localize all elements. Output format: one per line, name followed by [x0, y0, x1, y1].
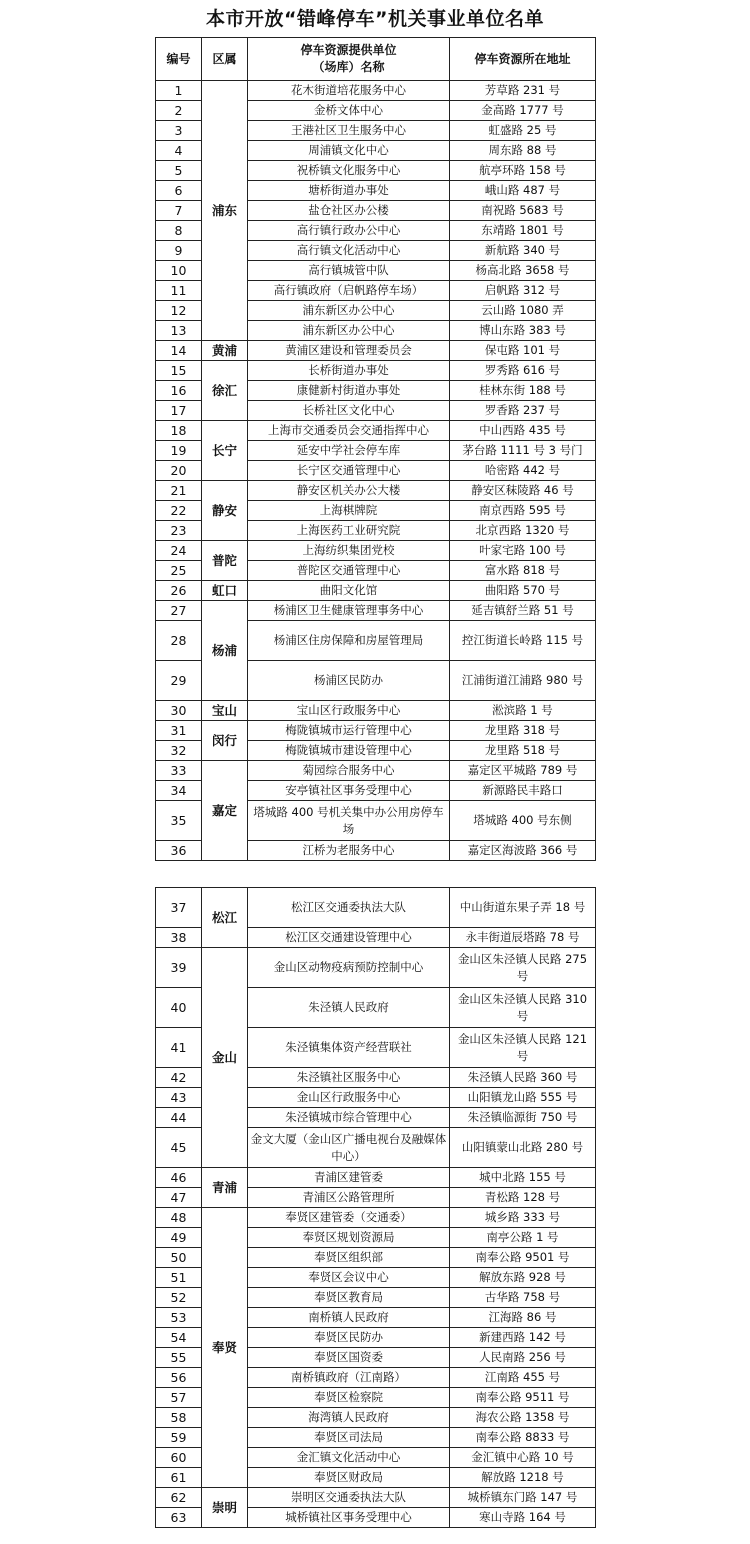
unit-name-cell: 上海棋牌院: [248, 501, 450, 521]
unit-name-cell: 延安中学社会停车库: [248, 441, 450, 461]
table-body-part1: [156, 81, 596, 861]
table-row: [156, 81, 596, 101]
unit-name-cell: 金汇镇文化活动中心: [248, 1448, 450, 1468]
unit-name-cell: 杨浦区民防办: [248, 661, 450, 701]
district-cell: 徐汇: [202, 361, 248, 421]
unit-name-cell: 金山区行政服务中心: [248, 1088, 450, 1108]
header-unit-line1: 停车资源提供单位: [300, 43, 397, 57]
address-cell: 哈密路 442 号: [450, 461, 596, 481]
row-number: 6: [156, 181, 202, 201]
address-cell: 新航路 340 号: [450, 241, 596, 261]
unit-name-cell: 曲阳文化馆: [248, 581, 450, 601]
unit-name-cell: 奉贤区国资委: [248, 1348, 450, 1368]
row-number: 57: [156, 1388, 202, 1408]
unit-name-cell: 浦东新区办公中心: [248, 301, 450, 321]
row-number: 24: [156, 541, 202, 561]
district-cell: 浦东: [202, 81, 248, 341]
table-body-part2: [156, 888, 596, 1528]
table-row: [156, 1168, 596, 1188]
address-cell: 山阳镇蒙山北路 280 号: [450, 1128, 596, 1168]
unit-name-cell: 奉贤区教育局: [248, 1288, 450, 1308]
row-number: 50: [156, 1248, 202, 1268]
unit-name-cell: 长宁区交通管理中心: [248, 461, 450, 481]
district-cell: 金山: [202, 948, 248, 1168]
table-row: [156, 948, 596, 988]
unit-name-cell: 菊园综合服务中心: [248, 761, 450, 781]
table-header-row: [156, 38, 596, 81]
header-district: 区属: [202, 38, 248, 81]
unit-name-cell: 金桥文体中心: [248, 101, 450, 121]
row-number: 49: [156, 1228, 202, 1248]
row-number: 59: [156, 1428, 202, 1448]
district-cell: 宝山: [202, 701, 248, 721]
row-number: 13: [156, 321, 202, 341]
address-cell: 南奉公路 9511 号: [450, 1388, 596, 1408]
address-cell: 航亭环路 158 号: [450, 161, 596, 181]
unit-name-cell: 黄浦区建设和管理委员会: [248, 341, 450, 361]
unit-name-cell: 高行镇城管中队: [248, 261, 450, 281]
row-number: 17: [156, 401, 202, 421]
header-address: 停车资源所在地址: [450, 38, 596, 81]
unit-name-cell: 盐仓社区办公楼: [248, 201, 450, 221]
address-cell: 金山区朱泾镇人民路 310 号: [450, 988, 596, 1028]
unit-name-cell: 松江区交通建设管理中心: [248, 928, 450, 948]
table-row: [156, 1488, 596, 1508]
row-number: 14: [156, 341, 202, 361]
table-row: [156, 721, 596, 741]
address-cell: 罗香路 237 号: [450, 401, 596, 421]
row-number: 4: [156, 141, 202, 161]
district-cell: 虹口: [202, 581, 248, 601]
row-number: 29: [156, 661, 202, 701]
address-cell: 海农公路 1358 号: [450, 1408, 596, 1428]
row-number: 61: [156, 1468, 202, 1488]
address-cell: 江海路 86 号: [450, 1308, 596, 1328]
header-unit: [248, 38, 450, 81]
address-cell: 虹盛路 25 号: [450, 121, 596, 141]
address-cell: 延吉镇舒兰路 51 号: [450, 601, 596, 621]
unit-name-cell: 静安区机关办公大楼: [248, 481, 450, 501]
row-number: 2: [156, 101, 202, 121]
row-number: 25: [156, 561, 202, 581]
row-number: 53: [156, 1308, 202, 1328]
row-number: 63: [156, 1508, 202, 1528]
row-number: 40: [156, 988, 202, 1028]
address-cell: 南亭公路 1 号: [450, 1228, 596, 1248]
district-cell: 奉贤: [202, 1208, 248, 1488]
address-cell: 中山街道东果子弄 18 号: [450, 888, 596, 928]
address-cell: 解放路 1218 号: [450, 1468, 596, 1488]
unit-name-cell: 青浦区建管委: [248, 1168, 450, 1188]
table-row: [156, 541, 596, 561]
unit-name-cell: 奉贤区组织部: [248, 1248, 450, 1268]
address-cell: 罗秀路 616 号: [450, 361, 596, 381]
district-cell: 黄浦: [202, 341, 248, 361]
row-number: 11: [156, 281, 202, 301]
unit-name-cell: 长桥街道办事处: [248, 361, 450, 381]
unit-name-cell: 高行镇文化活动中心: [248, 241, 450, 261]
unit-name-cell: 奉贤区检察院: [248, 1388, 450, 1408]
row-number: 39: [156, 948, 202, 988]
row-number: 15: [156, 361, 202, 381]
row-number: 60: [156, 1448, 202, 1468]
unit-name-cell: 南桥镇政府（江南路）: [248, 1368, 450, 1388]
address-cell: 城中北路 155 号: [450, 1168, 596, 1188]
address-cell: 启帆路 312 号: [450, 281, 596, 301]
district-cell: 杨浦: [202, 601, 248, 701]
address-cell: 江浦街道江浦路 980 号: [450, 661, 596, 701]
unit-name-cell: 海湾镇人民政府: [248, 1408, 450, 1428]
address-cell: 嘉定区海波路 366 号: [450, 841, 596, 861]
address-cell: 永丰街道辰塔路 78 号: [450, 928, 596, 948]
table-row: [156, 581, 596, 601]
address-cell: 朱泾镇人民路 360 号: [450, 1068, 596, 1088]
address-cell: 静安区秣陵路 46 号: [450, 481, 596, 501]
row-number: 54: [156, 1328, 202, 1348]
address-cell: 中山西路 435 号: [450, 421, 596, 441]
district-cell: 普陀: [202, 541, 248, 581]
row-number: 45: [156, 1128, 202, 1168]
row-number: 26: [156, 581, 202, 601]
address-cell: 龙里路 518 号: [450, 741, 596, 761]
address-cell: 新源路民丰路口: [450, 781, 596, 801]
unit-name-cell: 高行镇政府（启帆路停车场）: [248, 281, 450, 301]
unit-name-cell: 青浦区公路管理所: [248, 1188, 450, 1208]
unit-name-cell: 金山区动物疫病预防控制中心: [248, 948, 450, 988]
row-number: 36: [156, 841, 202, 861]
table-row: [156, 481, 596, 501]
unit-name-cell: 祝桥镇文化服务中心: [248, 161, 450, 181]
district-cell: 松江: [202, 888, 248, 948]
address-cell: 青松路 128 号: [450, 1188, 596, 1208]
unit-name-cell: 长桥社区文化中心: [248, 401, 450, 421]
unit-name-cell: 塔城路 400 号机关集中办公用房停车场: [248, 801, 450, 841]
address-cell: 南祝路 5683 号: [450, 201, 596, 221]
row-number: 20: [156, 461, 202, 481]
row-number: 62: [156, 1488, 202, 1508]
address-cell: 朱泾镇临源街 750 号: [450, 1108, 596, 1128]
unit-name-cell: 王港社区卫生服务中心: [248, 121, 450, 141]
address-cell: 南京西路 595 号: [450, 501, 596, 521]
address-cell: 云山路 1080 弄: [450, 301, 596, 321]
row-number: 55: [156, 1348, 202, 1368]
unit-name-cell: 上海医药工业研究院: [248, 521, 450, 541]
unit-name-cell: 普陀区交通管理中心: [248, 561, 450, 581]
address-cell: 城乡路 333 号: [450, 1208, 596, 1228]
address-cell: 金山区朱泾镇人民路 275 号: [450, 948, 596, 988]
row-number: 7: [156, 201, 202, 221]
unit-name-cell: 奉贤区建管委（交通委）: [248, 1208, 450, 1228]
address-cell: 控江街道长岭路 115 号: [450, 621, 596, 661]
address-cell: 淞滨路 1 号: [450, 701, 596, 721]
row-number: 3: [156, 121, 202, 141]
row-number: 41: [156, 1028, 202, 1068]
address-cell: 富水路 818 号: [450, 561, 596, 581]
unit-name-cell: 奉贤区规划资源局: [248, 1228, 450, 1248]
district-cell: 长宁: [202, 421, 248, 481]
row-number: 47: [156, 1188, 202, 1208]
table-row: [156, 701, 596, 721]
parking-table-part1: [155, 37, 596, 861]
row-number: 42: [156, 1068, 202, 1088]
unit-name-cell: 梅陇镇城市建设管理中心: [248, 741, 450, 761]
address-cell: 山阳镇龙山路 555 号: [450, 1088, 596, 1108]
row-number: 31: [156, 721, 202, 741]
unit-name-cell: 安亭镇社区事务受理中心: [248, 781, 450, 801]
unit-name-cell: 奉贤区财政局: [248, 1468, 450, 1488]
table-row: [156, 341, 596, 361]
row-number: 9: [156, 241, 202, 261]
row-number: 58: [156, 1408, 202, 1428]
row-number: 18: [156, 421, 202, 441]
row-number: 56: [156, 1368, 202, 1388]
row-number: 10: [156, 261, 202, 281]
unit-name-cell: 高行镇行政办公中心: [248, 221, 450, 241]
row-number: 27: [156, 601, 202, 621]
unit-name-cell: 康健新村街道办事处: [248, 381, 450, 401]
table-row: [156, 761, 596, 781]
address-cell: 寒山寺路 164 号: [450, 1508, 596, 1528]
address-cell: 杨高北路 3658 号: [450, 261, 596, 281]
address-cell: 龙里路 318 号: [450, 721, 596, 741]
row-number: 21: [156, 481, 202, 501]
row-number: 44: [156, 1108, 202, 1128]
address-cell: 金高路 1777 号: [450, 101, 596, 121]
address-cell: 金汇镇中心路 10 号: [450, 1448, 596, 1468]
unit-name-cell: 周浦镇文化中心: [248, 141, 450, 161]
district-cell: 静安: [202, 481, 248, 541]
address-cell: 峨山路 487 号: [450, 181, 596, 201]
row-number: 1: [156, 81, 202, 101]
address-cell: 叶家宅路 100 号: [450, 541, 596, 561]
row-number: 16: [156, 381, 202, 401]
address-cell: 保屯路 101 号: [450, 341, 596, 361]
table-row: [156, 361, 596, 381]
address-cell: 东靖路 1801 号: [450, 221, 596, 241]
unit-name-cell: 朱泾镇人民政府: [248, 988, 450, 1028]
header-unit-line2: （场库）名称: [312, 60, 385, 74]
unit-name-cell: 松江区交通委执法大队: [248, 888, 450, 928]
unit-name-cell: 朱泾镇城市综合管理中心: [248, 1108, 450, 1128]
unit-name-cell: 江桥为老服务中心: [248, 841, 450, 861]
unit-name-cell: 花木街道培花服务中心: [248, 81, 450, 101]
address-cell: 嘉定区平城路 789 号: [450, 761, 596, 781]
address-cell: 金山区朱泾镇人民路 121 号: [450, 1028, 596, 1068]
unit-name-cell: 朱泾镇集体资产经营联社: [248, 1028, 450, 1068]
unit-name-cell: 朱泾镇社区服务中心: [248, 1068, 450, 1088]
row-number: 51: [156, 1268, 202, 1288]
address-cell: 茅台路 1111 号 3 号门: [450, 441, 596, 461]
address-cell: 芳草路 231 号: [450, 81, 596, 101]
address-cell: 博山东路 383 号: [450, 321, 596, 341]
row-number: 8: [156, 221, 202, 241]
table-row: [156, 601, 596, 621]
unit-name-cell: 奉贤区民防办: [248, 1328, 450, 1348]
unit-name-cell: 崇明区交通委执法大队: [248, 1488, 450, 1508]
address-cell: 人民南路 256 号: [450, 1348, 596, 1368]
header-no: 编号: [156, 38, 202, 81]
row-number: 43: [156, 1088, 202, 1108]
page-title: 本市开放“错峰停车”机关事业单位名单: [206, 8, 544, 30]
unit-name-cell: 上海纺织集团党校: [248, 541, 450, 561]
row-number: 32: [156, 741, 202, 761]
unit-name-cell: 金文大厦（金山区广播电视台及融媒体中心）: [248, 1128, 450, 1168]
unit-name-cell: 宝山区行政服务中心: [248, 701, 450, 721]
row-number: 38: [156, 928, 202, 948]
unit-name-cell: 梅陇镇城市运行管理中心: [248, 721, 450, 741]
row-number: 22: [156, 501, 202, 521]
district-cell: 青浦: [202, 1168, 248, 1208]
row-number: 33: [156, 761, 202, 781]
unit-name-cell: 塘桥街道办事处: [248, 181, 450, 201]
address-cell: 周东路 88 号: [450, 141, 596, 161]
unit-name-cell: 杨浦区住房保障和房屋管理局: [248, 621, 450, 661]
district-cell: 闵行: [202, 721, 248, 761]
unit-name-cell: 上海市交通委员会交通指挥中心: [248, 421, 450, 441]
row-number: 5: [156, 161, 202, 181]
unit-name-cell: 城桥镇社区事务受理中心: [248, 1508, 450, 1528]
unit-name-cell: 奉贤区会议中心: [248, 1268, 450, 1288]
row-number: 46: [156, 1168, 202, 1188]
address-cell: 塔城路 400 号东侧: [450, 801, 596, 841]
address-cell: 南奉公路 9501 号: [450, 1248, 596, 1268]
unit-name-cell: 奉贤区司法局: [248, 1428, 450, 1448]
row-number: 12: [156, 301, 202, 321]
unit-name-cell: 浦东新区办公中心: [248, 321, 450, 341]
address-cell: 北京西路 1320 号: [450, 521, 596, 541]
row-number: 23: [156, 521, 202, 541]
table-row: [156, 1208, 596, 1228]
district-cell: 崇明: [202, 1488, 248, 1528]
row-number: 52: [156, 1288, 202, 1308]
unit-name-cell: 杨浦区卫生健康管理事务中心: [248, 601, 450, 621]
address-cell: 城桥镇东门路 147 号: [450, 1488, 596, 1508]
address-cell: 新建西路 142 号: [450, 1328, 596, 1348]
row-number: 37: [156, 888, 202, 928]
address-cell: 解放东路 928 号: [450, 1268, 596, 1288]
row-number: 34: [156, 781, 202, 801]
address-cell: 江南路 455 号: [450, 1368, 596, 1388]
row-number: 30: [156, 701, 202, 721]
row-number: 35: [156, 801, 202, 841]
district-cell: 嘉定: [202, 761, 248, 861]
table-row: [156, 888, 596, 928]
address-cell: 古华路 758 号: [450, 1288, 596, 1308]
row-number: 28: [156, 621, 202, 661]
address-cell: 曲阳路 570 号: [450, 581, 596, 601]
table-row: [156, 421, 596, 441]
row-number: 19: [156, 441, 202, 461]
row-number: 48: [156, 1208, 202, 1228]
unit-name-cell: 南桥镇人民政府: [248, 1308, 450, 1328]
address-cell: 南奉公路 8833 号: [450, 1428, 596, 1448]
address-cell: 桂林东街 188 号: [450, 381, 596, 401]
parking-table-part2: [155, 887, 596, 1528]
